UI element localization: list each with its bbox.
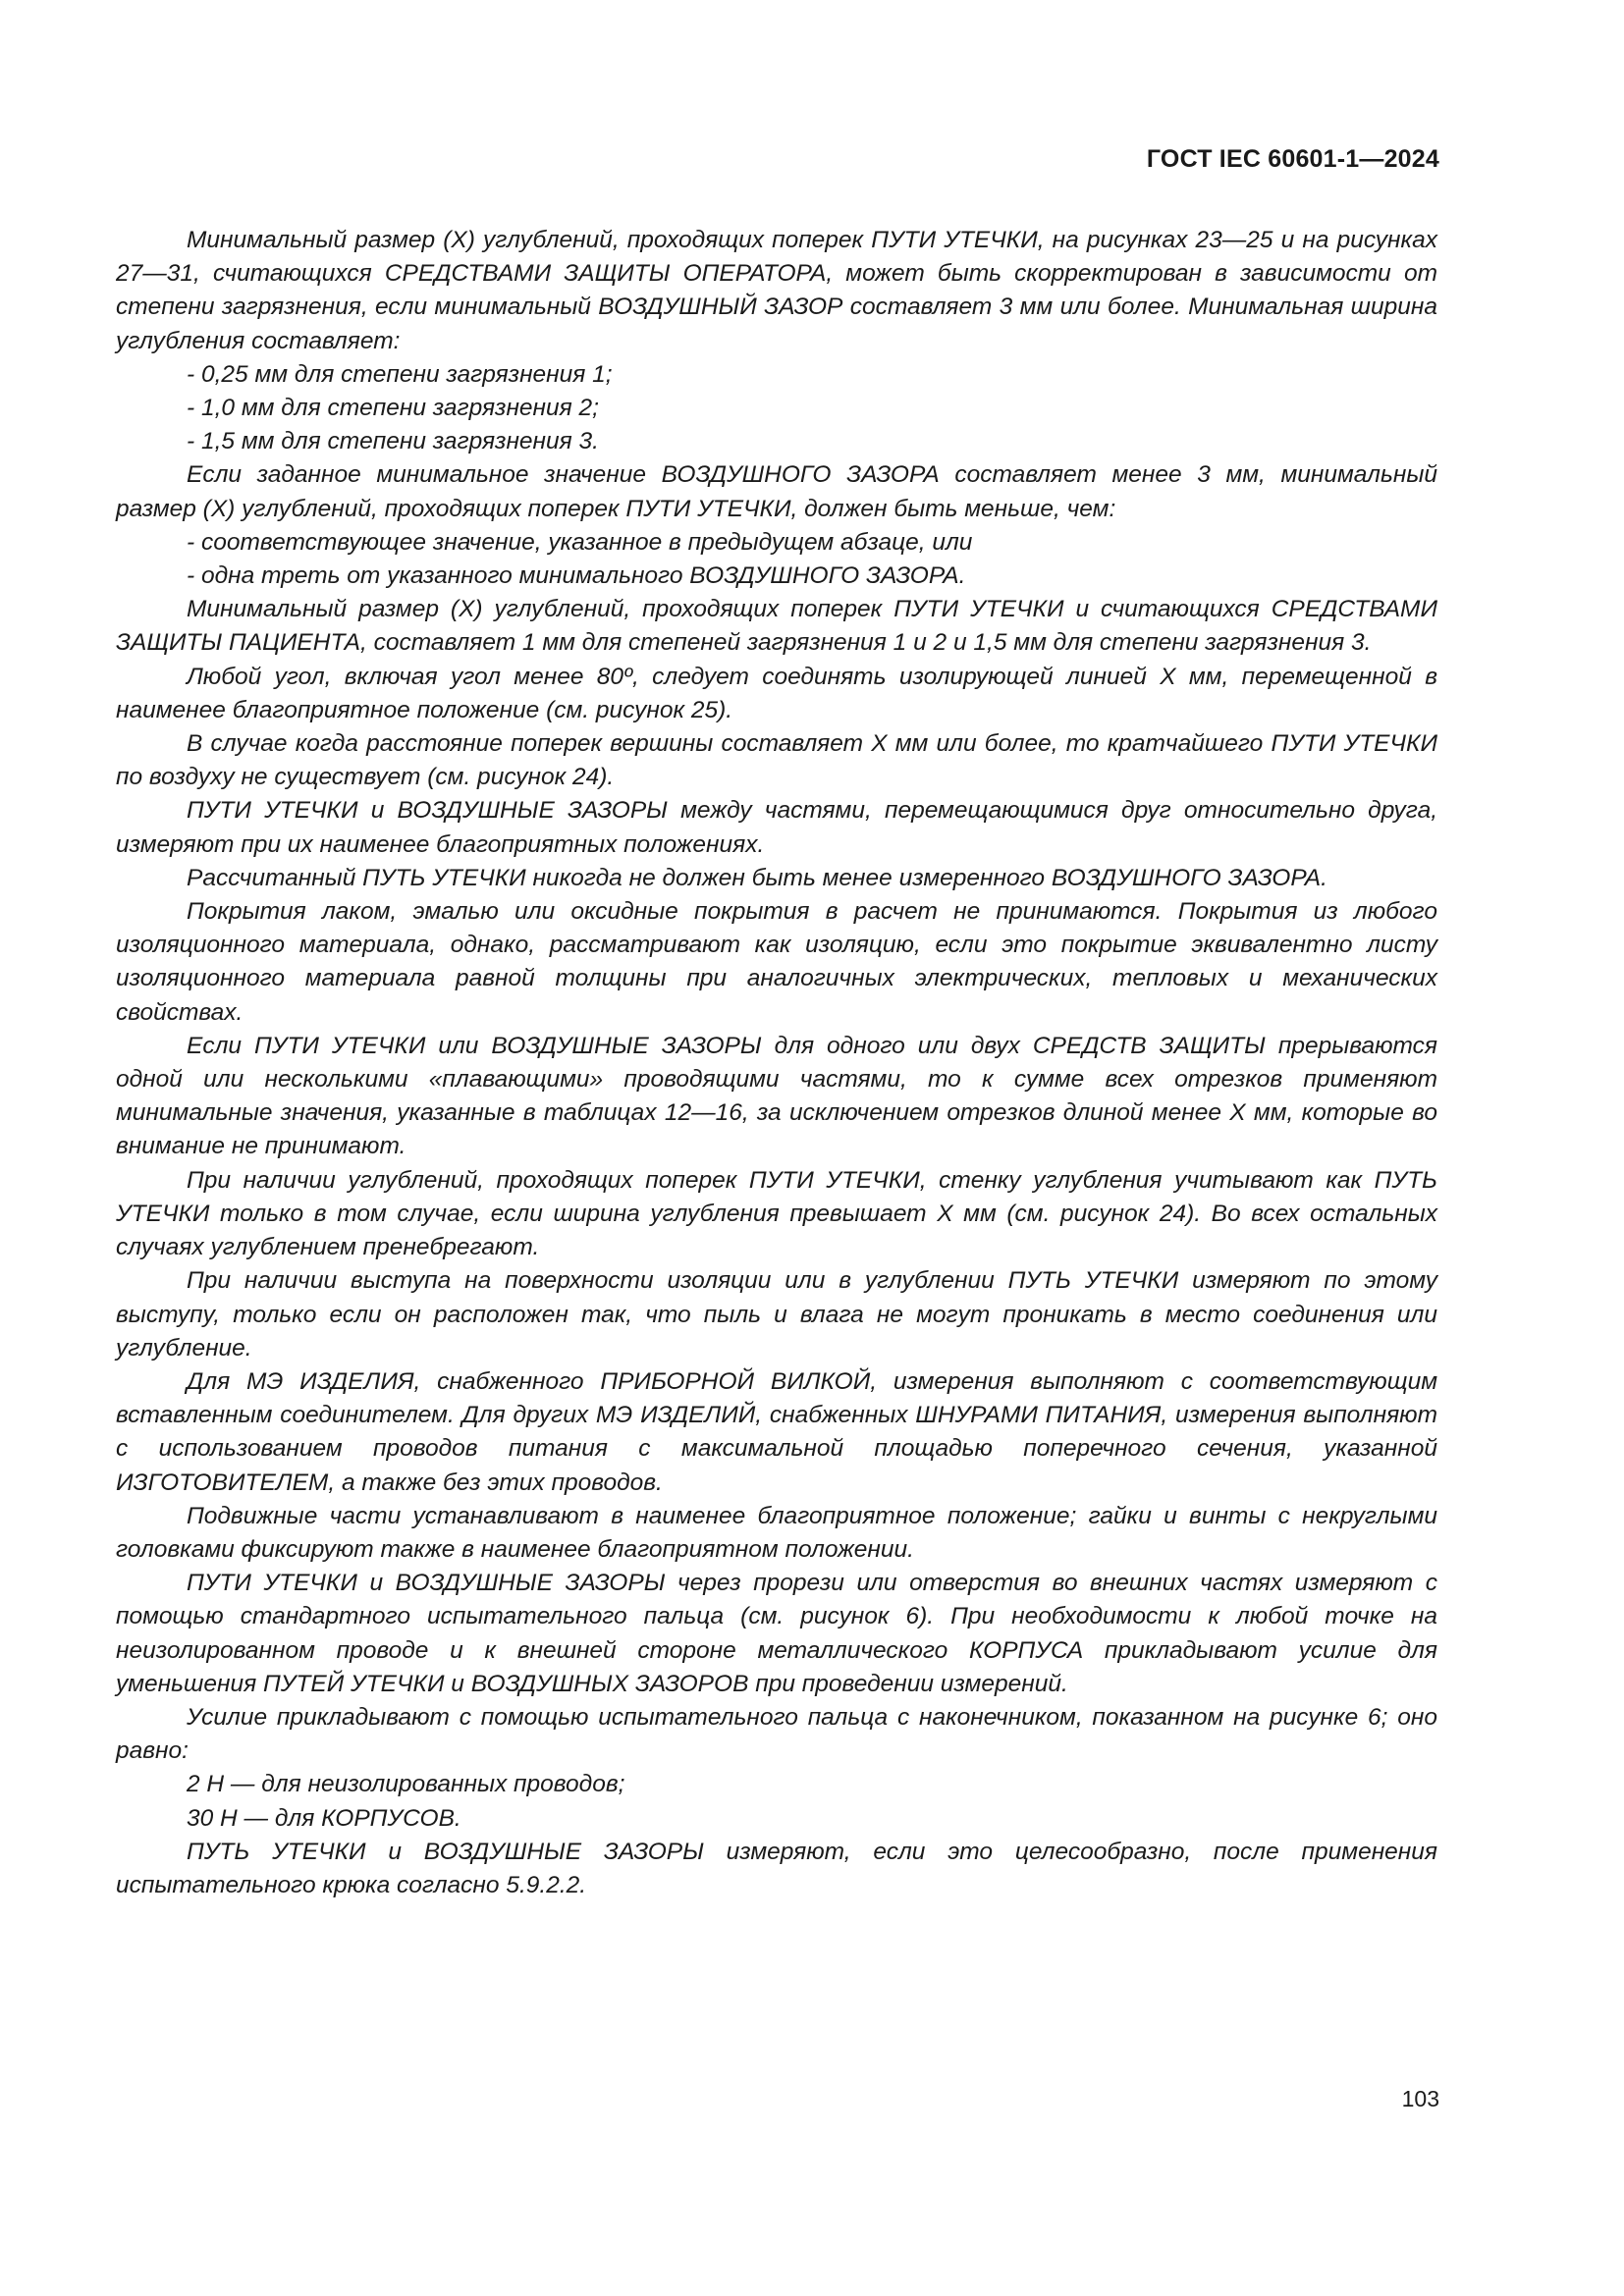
paragraph: ПУТИ УТЕЧКИ и ВОЗДУШНЫЕ ЗАЗОРЫ через прорези или отверстия во внешних частях измеряют с помощью стандартного испытательного пальца (см. рисунок 6). При необходимости к любой точке на неизолированном проводе и к внешней стороне металлического КОРПУСА прикладывают усилие для уменьшения ПУТЕЙ УТЕЧКИ и ВОЗДУШНЫХ ЗАЗОРОВ при проведении измерений. xyxy=(116,1570,1437,1697)
paragraph: Минимальный размер (X) углублений, проходящих поперек ПУТИ УТЕЧКИ, на рисунках 23—25 и на рисунках 27—31, считающихся СРЕДСТВАМИ ЗАЩИТЫ ОПЕРАТОРА, может быть скорректирован в зависимости от степени загрязнения, если минимальный ВОЗДУШНЫЙ ЗАЗОР составляет 3 мм или более. Минимальная ширина углубления составляет: xyxy=(116,227,1437,354)
paragraph: Покрытия лаком, эмалью или оксидные покрытия в расчет не принимаются. Покрытия из любого изоляционного материала, однако, рассматривают как изоляцию, если это покрытие эквивалентно листу изоляционного материала равной толщины при аналогичных электрических, тепловых и механических свойствах. xyxy=(116,898,1437,1026)
paragraph: Любой угол, включая угол менее 80º, следует соединять изолирующей линией X мм, перемещенной в наименее благоприятное положение (см. рисунок 25). xyxy=(116,663,1437,723)
paragraph: Минимальный размер (X) углублений, проходящих поперек ПУТИ УТЕЧКИ и считающихся СРЕДСТВАМИ ЗАЩИТЫ ПАЦИЕНТА, составляет 1 мм для степеней загрязнения 1 и 2 и 1,5 мм для степени загрязнения 3. xyxy=(116,596,1437,657)
document-header: ГОСТ IEC 60601-1—2024 xyxy=(1146,145,1439,173)
list-item: - одна треть от указанного минимального ВОЗДУШНОГО ЗАЗОРА. xyxy=(187,562,966,590)
list-item: - 1,5 мм для степени загрязнения 3. xyxy=(187,428,599,455)
paragraph: Подвижные части устанавливают в наименее благоприятное положение; гайки и винты с некруглыми головками фиксируют также в наименее благоприятном положении. xyxy=(116,1502,1437,1563)
page-number: 103 xyxy=(1401,2086,1439,2111)
paragraph: ПУТИ УТЕЧКИ и ВОЗДУШНЫЕ ЗАЗОРЫ между частями, перемещающимися друг относительно друга, измеряют при их наименее благоприятных положениях. xyxy=(116,797,1437,858)
paragraph: Для МЭ ИЗДЕЛИЯ, снабженного ПРИБОРНОЙ ВИЛКОЙ, измерения выполняют с соответствующим вставленным соединителем. Для других МЭ ИЗДЕЛИЙ, снабженных ШНУРАМИ ПИТАНИЯ, измерения выполняют с использованием проводов питания с максимальной площадью поперечного сечения, указанной ИЗГОТОВИТЕЛЕМ, а также без этих проводов. xyxy=(116,1367,1437,1496)
list-item: - 1,0 мм для степени загрязнения 2; xyxy=(187,395,599,422)
paragraph: Если заданное минимальное значение ВОЗДУШНОГО ЗАЗОРА составляет менее 3 мм, минимальный размер (X) углублений, проходящих поперек ПУТИ УТЕЧКИ, должен быть меньше, чем: xyxy=(116,461,1437,522)
paragraph: Рассчитанный ПУТЬ УТЕЧКИ никогда не должен быть менее измеренного ВОЗДУШНОГО ЗАЗОРА. xyxy=(187,864,1327,891)
paragraph: Усилие прикладывают с помощью испытательного пальца с наконечником, показанном на рисунке 6; оно равно: xyxy=(116,1703,1437,1765)
document-body xyxy=(116,224,1437,1902)
paragraph: 2 Н — для неизолированных проводов; xyxy=(187,1771,625,1798)
paragraph: 30 Н — для КОРПУСОВ. xyxy=(187,1804,461,1832)
paragraph: Если ПУТИ УТЕЧКИ или ВОЗДУШНЫЕ ЗАЗОРЫ для одного или двух СРЕДСТВ ЗАЩИТЫ прерываются одной или несколькими «плавающими» проводящими частями, то к сумме всех отрезков применяют минимальные значения, указанные в таблицах 12—16, за исключением отрезков длиной менее X мм, которые во внимание не принимают. xyxy=(116,1032,1437,1160)
list-item: - 0,25 мм для степени загрязнения 1; xyxy=(187,360,613,388)
paragraph: ПУТЬ УТЕЧКИ и ВОЗДУШНЫЕ ЗАЗОРЫ измеряют, если это целесообразно, после применения испытательного крюка согласно 5.9.2.2. xyxy=(116,1838,1437,1898)
list-item: - соответствующее значение, указанное в предыдущем абзаце, или xyxy=(187,528,973,556)
paragraph: При наличии углублений, проходящих поперек ПУТИ УТЕЧКИ, стенку углубления учитывают как ПУТЬ УТЕЧКИ только в том случае, если ширина углубления превышает X мм (см. рисунок 24). Во всех остальных случаях углублением пренебрегают. xyxy=(116,1166,1437,1261)
paragraph: В случае когда расстояние поперек вершины составляет X мм или более, то кратчайшего ПУТИ УТЕЧКИ по воздуху не существует (см. рисунок 24). xyxy=(116,730,1437,791)
paragraph: При наличии выступа на поверхности изоляции или в углублении ПУТЬ УТЕЧКИ измеряют по этому выступу, только если он расположен так, что пыль и влага не могут проникать в место соединения или углубление. xyxy=(116,1267,1437,1362)
